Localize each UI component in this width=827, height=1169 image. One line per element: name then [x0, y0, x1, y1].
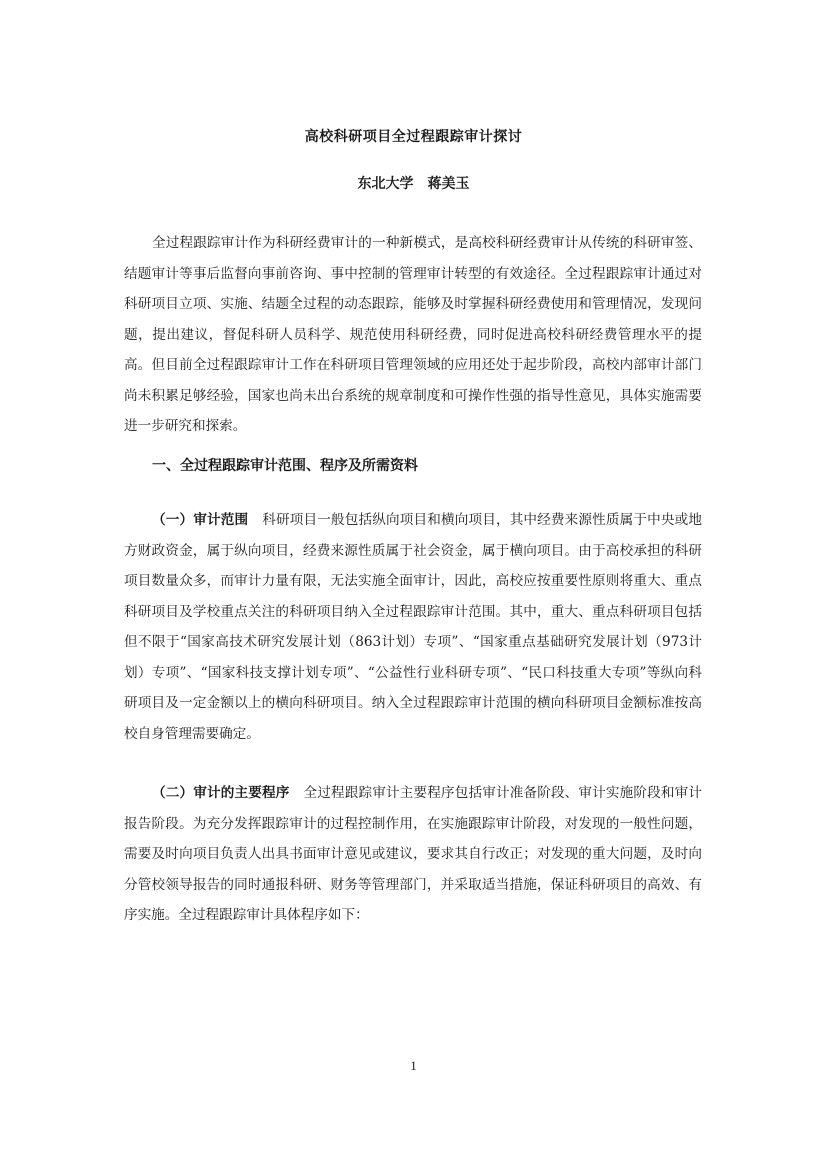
subsection-2-paragraph [124, 778, 702, 931]
subsection-1-label: （一）审计范围 [152, 512, 249, 528]
subsection-2-text: 全过程跟踪审计主要程序包括审计准备阶段、审计实施阶段和审计报告阶段。为充分发挥跟踪审计的过程控制作用，在实施跟踪审计阶段，对发现的一般性问题，需要及时向项目负责人出具书面审计意见或建议，要求其自行改正；对发现的重大问题，及时向分管校领导报告的同时通报科研、财务等管理部门，并采取适当措施，保证科研项目的高效、有序实施。全过程跟踪审计具体程序如下： [124, 785, 703, 923]
subsection-1-paragraph [124, 505, 702, 749]
author-affiliation: 东北大学 [357, 176, 414, 192]
page-number: 1 [410, 1058, 417, 1073]
section-heading: 一、全过程跟踪审计范围、程序及所需资料 [152, 458, 418, 474]
author-line [0, 173, 827, 193]
subsection-2-label: （二）审计的主要程序 [152, 785, 290, 801]
author-name: 蒋美玉 [427, 176, 470, 192]
intro-paragraph: 全过程跟踪审计作为科研经费审计的一种新模式，是高校科研经费审计从传统的科研审签、结题审计等事后监督向事前咨询、事中控制的管理审计转型的有效途径。全过程跟踪审计通过对科研项目立项、实施、结题全过程的动态跟踪，能够及时掌握科研经费使用和管理情况，发现问题，提出建议，督促科研人员科学、规范使用科研经费，同时促进高校科研经费管理水平的提高。但目前全过程跟踪审计工作在科研项目管理领域的应用还处于起步阶段，高校内部审计部门尚未积累足够经验，国家也尚未出台系统的规章制度和可操作性强的指导性意见，具体实施需要进一步研究和探索。 [124, 235, 702, 434]
document-title: 高校科研项目全过程跟踪审计探讨 [304, 129, 523, 145]
subsection-1-text: 科研项目一般包括纵向项目和横向项目，其中经费来源性质属于中央或地方财政资金，属于纵向项目，经费来源性质属于社会资金，属于横向项目。由于高校承担的科研项目数量众多，而审计力量有限，无法实施全面审计，因此，高校应按重要性原则将重大、重点科研项目及学校重点关注的科研项目纳入全过程跟踪审计范围。其中，重大、重点科研项目包括但不限于“国家高技术研究发展计划（863计划）专项”、“国家重点基础研究发展计划（973计划）专项”、“国家科技支撑计划专项”、“公益性行业科研专项”、“民口科技重大专项”等纵向科研项目及一定金额以上的横向科研项目。纳入全过程跟踪审计范围的横向科研项目金额标准按高校自身管理需要确定。 [124, 512, 702, 742]
